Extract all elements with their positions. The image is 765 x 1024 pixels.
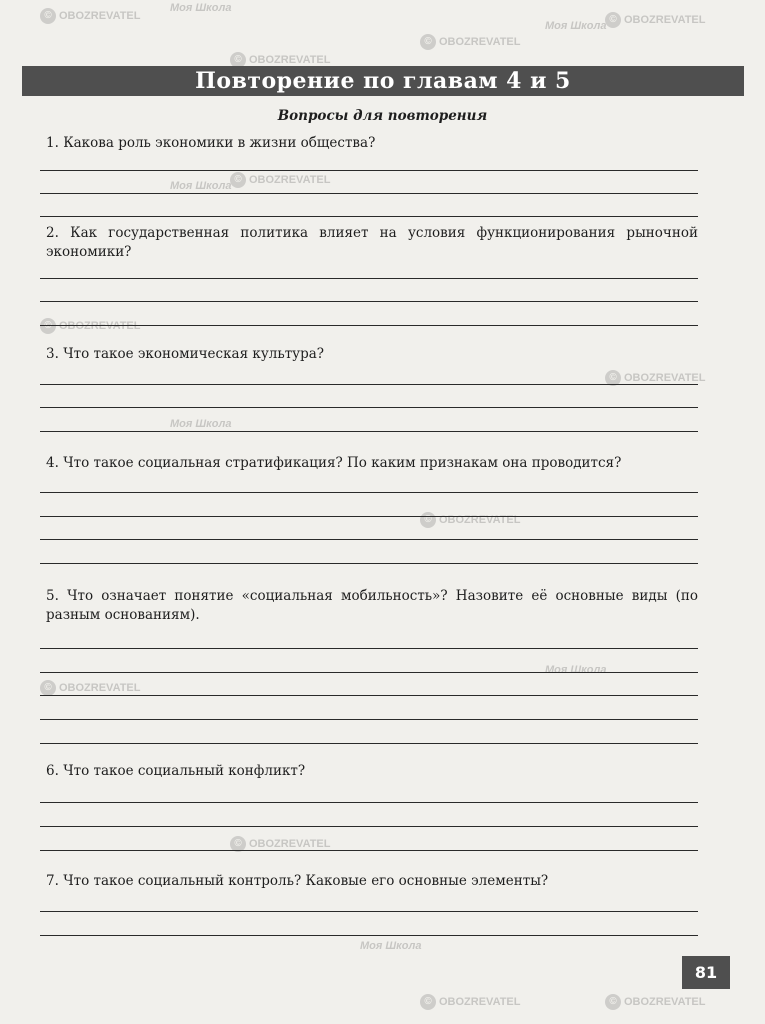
obozrevatel-logo-icon: © [605,12,621,28]
question-text: Что такое социальный контроль? Каковые его основные элементы? [63,873,549,889]
watermark-brand: © OBOZREVATEL [605,370,705,386]
answer-line[interactable] [40,802,698,803]
watermark-brand: © OBOZREVATEL [230,52,330,68]
question-text: Как государственная политика влияет на условия функционирования рыночной экономики? [46,225,698,260]
answer-line[interactable] [40,672,698,673]
answer-line[interactable] [40,648,698,649]
obozrevatel-logo-icon: © [40,8,56,24]
question-number: 2. [46,225,59,241]
question-number: 7. [46,873,59,889]
answer-line[interactable] [40,850,698,851]
watermark-brand: © OBOZREVATEL [230,836,330,852]
obozrevatel-logo-icon: © [230,836,246,852]
answer-line[interactable] [40,743,698,744]
watermark-brand: © OBOZREVATEL [420,34,520,50]
answer-line[interactable] [40,170,698,171]
watermark-brand: © OBOZREVATEL [605,994,705,1010]
obozrevatel-logo-icon: © [40,318,56,334]
answer-line[interactable] [40,516,698,517]
question-3 [46,345,698,364]
obozrevatel-logo-icon: © [420,34,436,50]
watermark-brand: © OBOZREVATEL [605,12,705,28]
question-number: 5. [46,588,59,604]
answer-line[interactable] [40,278,698,279]
answer-line[interactable] [40,719,698,720]
page-title: Повторение по главам 4 и 5 [195,68,571,94]
watermark-brand: © OBOZREVATEL [420,994,520,1010]
answer-line[interactable] [40,695,698,696]
obozrevatel-logo-icon: © [420,512,436,528]
watermark-brand: © OBOZREVATEL [40,680,140,696]
answer-line[interactable] [40,826,698,827]
question-text: Что такое социальная стратификация? По каким признакам она проводится? [63,455,622,471]
answer-line[interactable] [40,325,698,326]
obozrevatel-logo-icon: © [40,680,56,696]
question-text: Что такое социальный конфликт? [63,763,306,779]
answer-line[interactable] [40,492,698,493]
answer-line[interactable] [40,384,698,385]
watermark-school: Моя Школа [545,20,607,32]
answer-line[interactable] [40,431,698,432]
watermark-school: Моя Школа [170,418,232,430]
obozrevatel-logo-icon: © [605,994,621,1010]
question-number: 6. [46,763,59,779]
answer-line[interactable] [40,301,698,302]
obozrevatel-logo-icon: © [230,52,246,68]
answer-line[interactable] [40,563,698,564]
question-6 [46,762,698,781]
answer-line[interactable] [40,216,698,217]
question-number: 1. [46,135,59,151]
question-text: Что такое экономическая культура? [63,346,325,362]
question-text: Что означает понятие «социальная мобильность»? Назовите её основные виды (по разным основаниям). [46,588,698,623]
obozrevatel-logo-icon: © [230,172,246,188]
answer-line[interactable] [40,193,698,194]
question-4 [46,454,698,473]
obozrevatel-logo-icon: © [420,994,436,1010]
question-5 [46,587,698,625]
page-number-box [682,956,730,989]
question-text: Какова роль экономики в жизни общества? [63,135,376,151]
watermark-school: Моя Школа [360,940,422,952]
question-2 [46,224,698,262]
answer-line[interactable] [40,935,698,936]
watermark-school: Моя Школа [545,664,607,676]
question-7 [46,872,698,891]
watermark-brand: © OBOZREVATEL [420,512,520,528]
watermark-school: Моя Школа [170,2,232,14]
answer-line[interactable] [40,539,698,540]
page-number: 81 [694,963,718,982]
question-1 [46,134,698,153]
section-subtitle: Вопросы для повторения [277,108,488,124]
obozrevatel-logo-icon: © [605,370,621,386]
watermark-brand: © OBOZREVATEL [40,318,140,334]
answer-line[interactable] [40,407,698,408]
watermark-brand: © OBOZREVATEL [40,8,140,24]
answer-line[interactable] [40,911,698,912]
question-number: 3. [46,346,59,362]
question-number: 4. [46,455,59,471]
watermark-school: Моя Школа [170,180,232,192]
watermark-brand: © OBOZREVATEL [230,172,330,188]
title-banner [22,66,744,96]
